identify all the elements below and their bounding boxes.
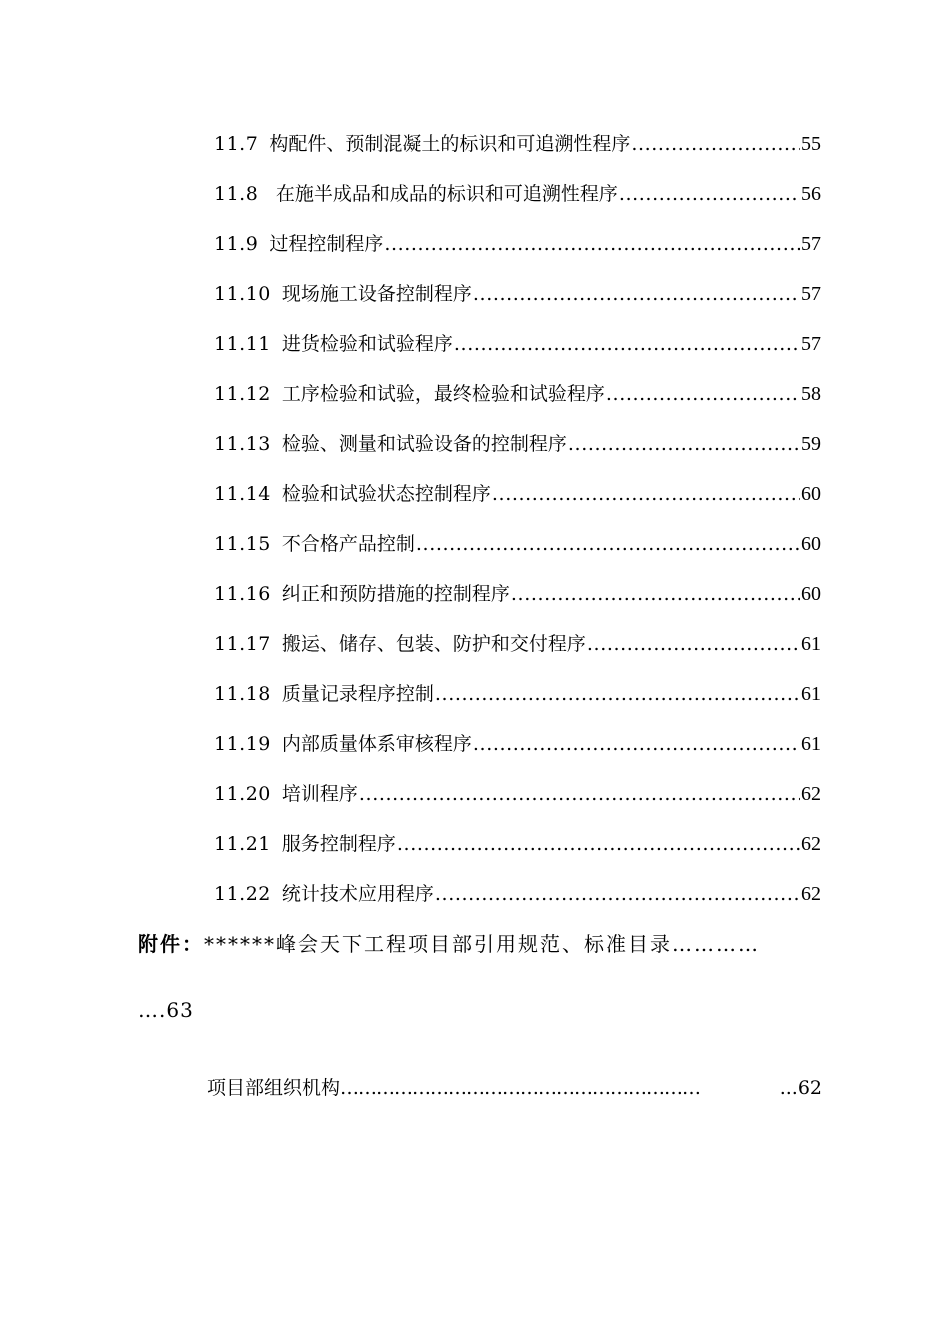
toc-dot-leader xyxy=(397,826,800,862)
toc-entry xyxy=(214,576,821,626)
toc-dot-leader xyxy=(492,476,800,512)
toc-entry-number: 11.10 xyxy=(214,283,271,305)
toc-entry-title: 工序检验和试验，最终检验和试验程序 xyxy=(281,383,605,405)
toc-entry-title: 现场施工设备控制程序 xyxy=(281,283,472,305)
toc-dot-leader xyxy=(568,426,800,462)
toc-entry-title: 培训程序 xyxy=(281,783,358,805)
toc-dot-leader xyxy=(473,276,800,312)
toc-entry-title: 纠正和预防措施的控制程序 xyxy=(281,583,510,605)
appendix-continuation: ….63 xyxy=(138,998,194,1022)
toc-entry-number: 11.18 xyxy=(214,683,271,705)
toc-entry-page: 57 xyxy=(801,233,821,255)
toc-entry-page: 61 xyxy=(801,633,821,655)
toc-entry xyxy=(214,826,821,876)
toc-entry-title: 搬运、储存、包装、防护和交付程序 xyxy=(281,633,586,655)
org-structure-entry xyxy=(207,1070,822,1106)
toc-dot-leader xyxy=(619,176,800,212)
toc-entry-title: 统计技术应用程序 xyxy=(281,883,434,905)
toc-entry xyxy=(214,326,821,376)
toc-dot-leader xyxy=(587,626,800,662)
toc-entry-title: 进货检验和试验程序 xyxy=(281,333,453,355)
toc-entry-number: 11.16 xyxy=(214,583,271,605)
toc-entry-title: 检验、测量和试验设备的控制程序 xyxy=(281,433,567,455)
toc-entry-title: 在施半成品和成品的标识和可追溯性程序 xyxy=(275,183,618,205)
toc-entry-number: 11.20 xyxy=(214,783,271,805)
toc-entry-number: 11.19 xyxy=(214,733,271,755)
toc-entry-page: 62 xyxy=(801,783,821,805)
appendix-text: ******峰会天下工程项目部引用规范、标准目录………… xyxy=(204,932,760,956)
toc-entry xyxy=(214,376,821,426)
toc-entry-number: 11.22 xyxy=(214,883,271,905)
appendix-entry xyxy=(138,926,823,1022)
toc-entry-number: 11.9 xyxy=(214,233,259,255)
toc-entry-page: 61 xyxy=(801,683,821,705)
toc-dot-leader xyxy=(359,776,800,812)
toc-entry xyxy=(214,476,821,526)
toc-entry-page: 60 xyxy=(801,533,821,555)
toc-entry-page: 56 xyxy=(801,183,821,205)
toc-dot-leader xyxy=(631,126,800,162)
toc-entry-number: 11.8 xyxy=(214,183,265,205)
toc-dot-leader xyxy=(454,326,800,362)
toc-entry-title: 不合格产品控制 xyxy=(281,533,415,555)
toc-entry xyxy=(214,526,821,576)
toc-entry-page: 58 xyxy=(801,383,821,405)
toc-entry-page: 55 xyxy=(801,133,821,155)
toc-entry xyxy=(214,776,821,826)
toc-entry-page: 57 xyxy=(801,283,821,305)
toc-entry xyxy=(214,626,821,676)
toc-entry-page: 62 xyxy=(801,833,821,855)
toc-entry-page: 60 xyxy=(801,583,821,605)
toc-entry xyxy=(214,876,821,926)
toc-entry xyxy=(214,426,821,476)
toc-dot-leader xyxy=(435,676,800,712)
toc-entry-title: 构配件、预制混凝土的标识和可追溯性程序 xyxy=(269,133,631,155)
toc-entry xyxy=(214,276,821,326)
toc-entry-number: 11.11 xyxy=(214,333,271,355)
toc-entry-number: 11.13 xyxy=(214,433,271,455)
appendix-label: 附件： xyxy=(138,932,204,956)
toc-dot-leader xyxy=(416,526,800,562)
toc-entry xyxy=(214,226,821,276)
toc-entry-title: 服务控制程序 xyxy=(281,833,396,855)
toc-entry-number: 11.7 xyxy=(214,133,259,155)
toc-dot-leader xyxy=(511,576,800,612)
toc-entry-title: 检验和试验状态控制程序 xyxy=(281,483,491,505)
toc-entry-page: 57 xyxy=(801,333,821,355)
toc-entry-number: 11.21 xyxy=(214,833,271,855)
toc-entry-number: 11.14 xyxy=(214,483,271,505)
toc-entry xyxy=(214,176,821,226)
toc-entry xyxy=(214,676,821,726)
toc-entry-page: 60 xyxy=(801,483,821,505)
toc-entry-page: 62 xyxy=(801,883,821,905)
toc-entry-number: 11.17 xyxy=(214,633,271,655)
org-page: ...62 xyxy=(779,1077,822,1099)
toc-entry-title: 内部质量体系审核程序 xyxy=(281,733,472,755)
toc-entry-title: 过程控制程序 xyxy=(269,233,384,255)
toc-entry-number: 11.15 xyxy=(214,533,271,555)
table-of-contents xyxy=(214,126,821,926)
toc-dot-leader xyxy=(606,376,800,412)
org-title: 项目部组织机构 xyxy=(207,1077,341,1099)
org-leader: …………………………………………………… xyxy=(340,1077,701,1099)
toc-dot-leader xyxy=(473,726,800,762)
toc-entry xyxy=(214,726,821,776)
toc-entry-page: 59 xyxy=(801,433,821,455)
toc-dot-leader xyxy=(435,876,800,912)
toc-entry xyxy=(214,126,821,176)
toc-entry-number: 11.12 xyxy=(214,383,271,405)
toc-dot-leader xyxy=(384,226,800,262)
toc-entry-title: 质量记录程序控制 xyxy=(281,683,434,705)
toc-entry-page: 61 xyxy=(801,733,821,755)
